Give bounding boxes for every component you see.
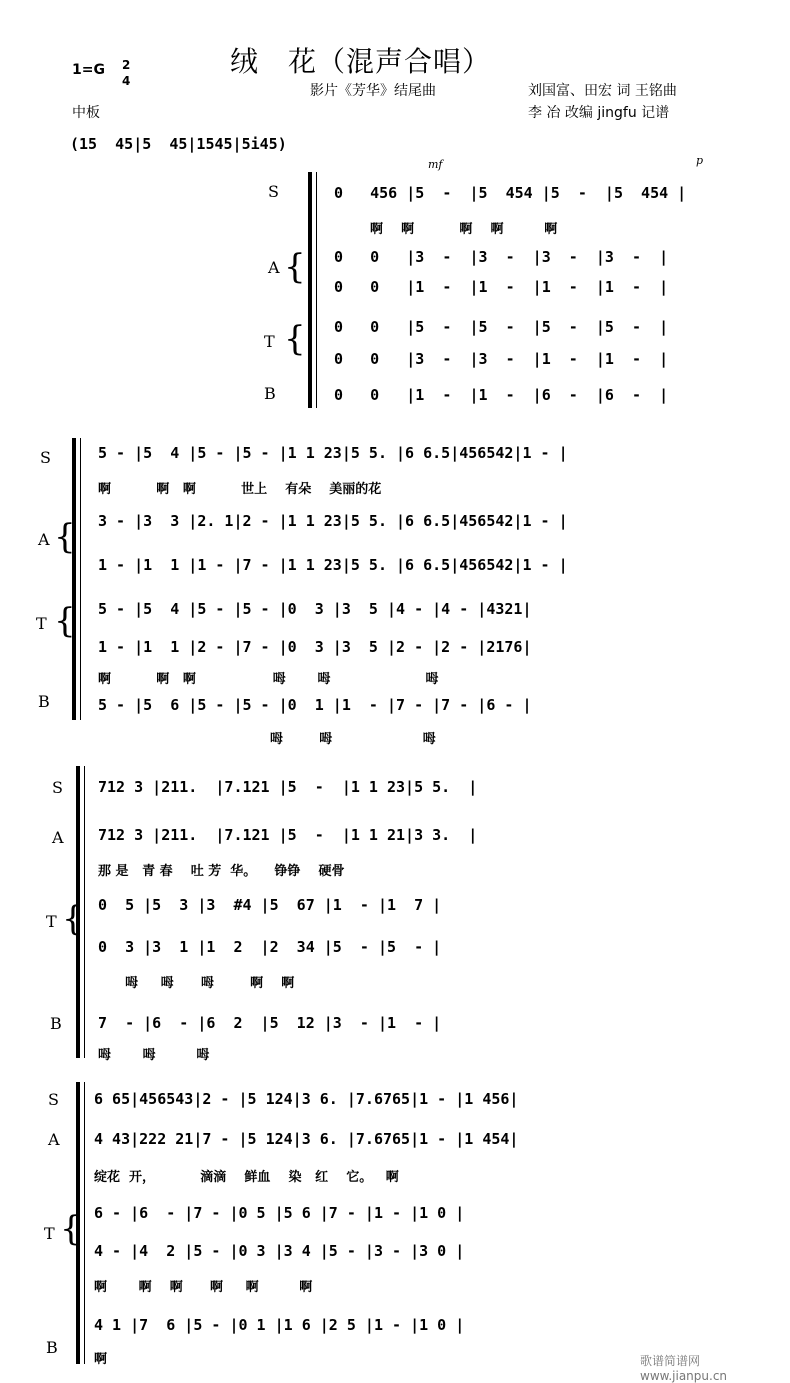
s2-bass-lyrics: 呣 呣 呣 (98, 732, 436, 747)
voice-s-4: S (48, 1090, 59, 1109)
s1-alto-2: 0 0 |1 - |1 - |1 - |1 - | (334, 278, 669, 296)
s2-tenor-1: 5 - |5 4 |5 - |5 - |0 3 |3 5 |4 - |4 - |4321| (98, 600, 532, 618)
system-4-bar (84, 1082, 85, 1364)
arranger: 李 冶 改编 jingfu 记谱 (528, 105, 670, 121)
watermark: 歌谱简谱网 www.jianpu.cn (640, 1354, 728, 1383)
s4-soprano: 6 65|456543|2 - |5 124|3 6. |7.6765|1 - |1 456| (94, 1090, 519, 1108)
voice-s: S (268, 182, 279, 201)
tempo-marking: 中板 (72, 105, 100, 121)
s1-tenor-1: 0 0 |5 - |5 - |5 - |5 - | (334, 318, 669, 336)
s2-alto-2: 1 - |1 1 |1 - |7 - |1 1 23|5 5. |6 6.5|456542|1 - | (98, 556, 568, 574)
voice-a-4: A (48, 1130, 60, 1149)
voice-b-4: B (46, 1338, 58, 1357)
system-1-bar (316, 172, 317, 408)
dynamic-p: p (696, 154, 704, 167)
voice-a-2: A (38, 530, 50, 549)
s2-tenor-2: 1 - |1 1 |2 - |7 - |0 3 |3 5 |2 - |2 - |2176| (98, 638, 532, 656)
key-signature: 1=G (72, 62, 105, 78)
voice-s-3: S (52, 778, 63, 797)
s1-soprano: 0 456 |5 - |5 454 |5 - |5 454 | (334, 184, 687, 202)
system-2-bar (80, 438, 81, 720)
voice-t: T (264, 332, 275, 351)
voice-t-4: T (44, 1224, 55, 1243)
s2-tenor-lyrics: 啊 啊 啊 呣 呣 呣 (98, 672, 439, 687)
brace-t-2: { (54, 601, 76, 641)
authors: 刘国富、田宏 词 王铭曲 (528, 83, 677, 99)
s3-tenor-1: 0 5 |5 3 |3 #4 |5 67 |1 - |1 7 | (98, 896, 442, 914)
s4-tenor-2: 4 - |4 2 |5 - |0 3 |3 4 |5 - |3 - |3 0 | (94, 1242, 465, 1260)
system-2-bracket (72, 438, 76, 720)
brace-a: { (284, 247, 306, 287)
s3-alto: 712 3 |211. |7.121 |5 - |1 1 21|3 3. | (98, 826, 478, 844)
s3-soprano: 712 3 |211. |7.121 |5 - |1 1 23|5 5. | (98, 778, 478, 796)
brace-t-4: { (60, 1209, 82, 1249)
s1-alto-1: 0 0 |3 - |3 - |3 - |3 - | (334, 248, 669, 266)
brace-a-2: { (54, 517, 76, 557)
brace-t-3: { (62, 899, 84, 939)
s2-soprano-lyrics: 啊 啊 啊 世上 有朵 美丽的花 (98, 482, 382, 497)
s3-tenor-lyrics: 呣 呣 呣 啊 啊 (98, 976, 295, 991)
voice-b-2: B (38, 692, 50, 711)
s4-bass: 4 1 |7 6 |5 - |0 1 |1 6 |2 5 |1 - |1 0 | (94, 1316, 465, 1334)
s2-alto-1: 3 - |3 3 |2. 1|2 - |1 1 23|5 5. |6 6.5|456542|1 - | (98, 512, 568, 530)
system-1-bracket (308, 172, 312, 408)
s1-bass: 0 0 |1 - |1 - |6 - |6 - | (334, 386, 669, 404)
system-3-bar (84, 766, 85, 1058)
s4-tenor-1: 6 - |6 - |7 - |0 5 |5 6 |7 - |1 - |1 0 | (94, 1204, 465, 1222)
intro-line: (15 45|5 45|1545|5i45) (70, 135, 287, 153)
s3-alto-lyrics: 那 是 青 春 吐 芳 华。 铮铮 硬骨 (98, 864, 345, 879)
voice-a-3: A (52, 828, 64, 847)
voice-s-2: S (40, 448, 51, 467)
brace-t: { (284, 319, 306, 359)
page-title: 绒 花（混声合唱） (230, 45, 492, 78)
s1-tenor-2: 0 0 |3 - |3 - |1 - |1 - | (334, 350, 669, 368)
s4-bass-lyrics: 啊 (94, 1352, 108, 1367)
s1-soprano-lyrics: 啊 啊 啊 啊 啊 (370, 222, 558, 237)
s3-tenor-2: 0 3 |3 1 |1 2 |2 34 |5 - |5 - | (98, 938, 442, 956)
s4-tenor-lyrics: 啊 啊 啊 啊 啊 啊 (94, 1280, 313, 1295)
voice-b-3: B (50, 1014, 62, 1033)
dynamic-mf: mf (428, 158, 443, 171)
source-note: 影片《芳华》结尾曲 (310, 83, 436, 99)
s2-bass: 5 - |5 6 |5 - |5 - |0 1 |1 - |7 - |7 - |6 - | (98, 696, 532, 714)
voice-a: A (268, 258, 280, 277)
s3-bass-lyrics: 呣 呣 呣 (98, 1048, 210, 1063)
time-signature-top: 2 (122, 58, 131, 72)
s4-alto-lyrics: 绽花 开， 滴滴 鲜血 染 红 它。 啊 (94, 1170, 399, 1185)
s2-soprano: 5 - |5 4 |5 - |5 - |1 1 23|5 5. |6 6.5|456542|1 - | (98, 444, 568, 462)
voice-t-2: T (36, 614, 47, 633)
voice-b: B (264, 384, 276, 403)
time-signature-bottom: 4 (122, 74, 131, 88)
voice-t-3: T (46, 912, 57, 931)
s4-alto: 4 43|222 21|7 - |5 124|3 6. |7.6765|1 - |1 454| (94, 1130, 519, 1148)
s3-bass: 7 - |6 - |6 2 |5 12 |3 - |1 - | (98, 1014, 442, 1032)
